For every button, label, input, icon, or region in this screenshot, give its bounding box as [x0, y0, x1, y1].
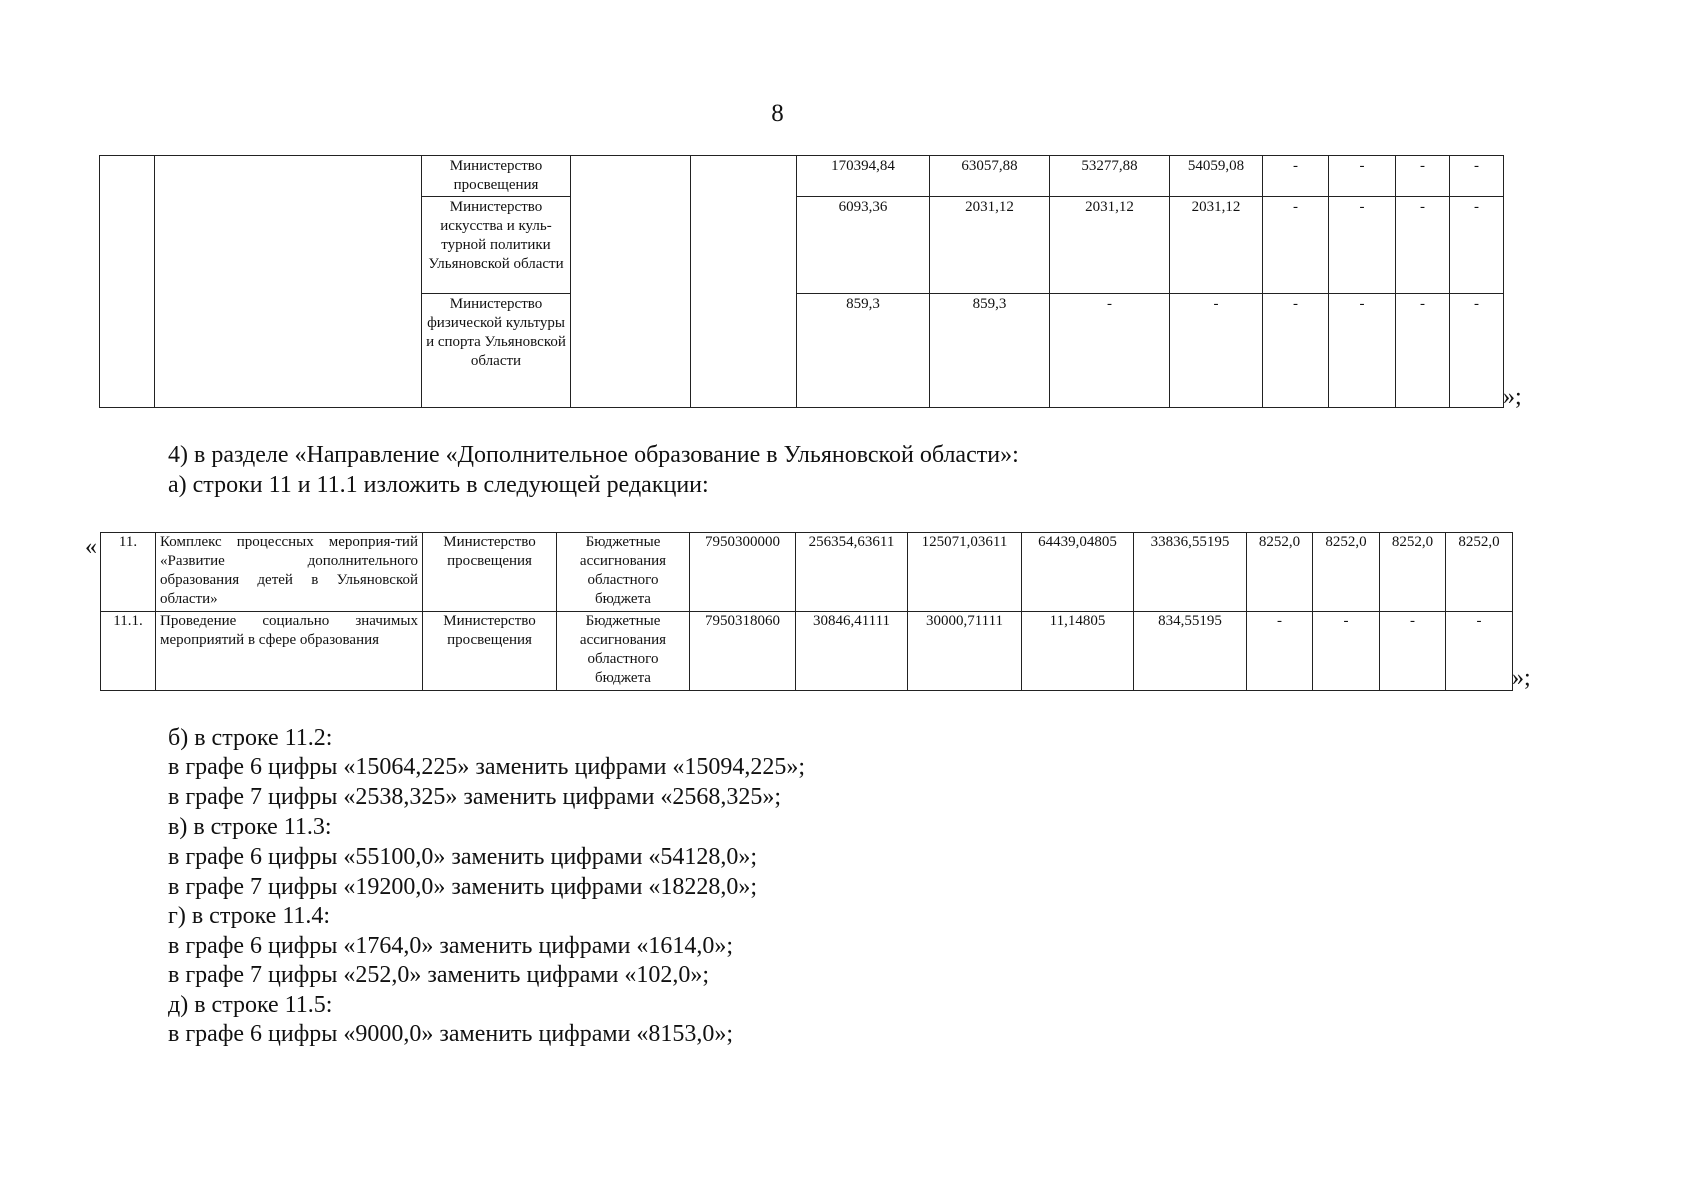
value-cell: -: [1446, 612, 1513, 691]
value-cell: 8252,0: [1446, 533, 1513, 612]
table-cell: [571, 156, 691, 408]
value-cell: 2031,12: [930, 197, 1050, 294]
source-cell: Бюджетные ассигнования областного бюджета: [557, 612, 690, 691]
closing-quote: »;: [1512, 665, 1531, 691]
value-cell: 63057,88: [930, 156, 1050, 197]
value-cell: -: [1329, 294, 1396, 408]
page-number: 8: [771, 100, 784, 127]
amendment-line: в графе 7 цифры «19200,0» заменить цифрами «18228,0»;: [168, 874, 758, 900]
table-cell: [155, 156, 422, 408]
value-cell: 8252,0: [1380, 533, 1446, 612]
program-name: Проведение социально значимых мероприятий в сфере образования: [156, 612, 423, 691]
value-cell: 125071,03611: [908, 533, 1022, 612]
opening-quote: «: [85, 534, 97, 560]
section-intro-line: 4) в разделе «Направление «Дополнительное образование в Ульяновской области»:: [168, 442, 1019, 468]
value-cell: -: [1050, 294, 1170, 408]
executor-cell: Министерство просвещения: [423, 612, 557, 691]
value-cell: 2031,12: [1170, 197, 1263, 294]
value-cell: -: [1450, 156, 1504, 197]
amendment-line: в графе 7 цифры «252,0» заменить цифрами «102,0»;: [168, 962, 710, 988]
row-number: 11.1.: [101, 612, 156, 691]
value-cell: -: [1263, 294, 1329, 408]
ministry-cell: Министерство искусства и куль-турной политики Ульяновской области: [422, 197, 571, 294]
value-cell: 834,55195: [1134, 612, 1247, 691]
value-cell: -: [1396, 294, 1450, 408]
amendment-line: в графе 6 цифры «55100,0» заменить цифрами «54128,0»;: [168, 844, 758, 870]
value-cell: -: [1450, 294, 1504, 408]
value-cell: 2031,12: [1050, 197, 1170, 294]
amendment-line: б) в строке 11.2:: [168, 725, 333, 751]
value-cell: -: [1396, 197, 1450, 294]
executor-cell: Министерство просвещения: [423, 533, 557, 612]
value-cell: 53277,88: [1050, 156, 1170, 197]
value-cell: -: [1313, 612, 1380, 691]
value-cell: 64439,04805: [1022, 533, 1134, 612]
program-name: Комплекс процессных мероприя-тий «Развитие дополнительного образования детей в Ульяновской области»: [156, 533, 423, 612]
value-cell: 170394,84: [797, 156, 930, 197]
table-row: [101, 533, 1513, 612]
value-cell: 30000,71111: [908, 612, 1022, 691]
budget-table-rows-11: [100, 532, 1513, 691]
amendment-line: в) в строке 11.3:: [168, 814, 332, 840]
row-number: 11.: [101, 533, 156, 612]
value-cell: -: [1263, 197, 1329, 294]
value-cell: 30846,41111: [796, 612, 908, 691]
value-cell: -: [1450, 197, 1504, 294]
value-cell: 256354,63611: [796, 533, 908, 612]
table-cell: [100, 156, 155, 408]
value-cell: -: [1380, 612, 1446, 691]
amendment-line: в графе 7 цифры «2538,325» заменить цифрами «2568,325»;: [168, 784, 782, 810]
closing-quote: »;: [1503, 384, 1522, 410]
amendment-line: г) в строке 11.4:: [168, 903, 331, 929]
code-cell: 7950300000: [690, 533, 796, 612]
value-cell: 859,3: [797, 294, 930, 408]
table-row: [101, 612, 1513, 691]
section-intro-line: а) строки 11 и 11.1 изложить в следующей редакции:: [168, 472, 709, 498]
ministry-cell: Министерство просвещения: [422, 156, 571, 197]
value-cell: 859,3: [930, 294, 1050, 408]
value-cell: 8252,0: [1313, 533, 1380, 612]
amendment-line: в графе 6 цифры «1764,0» заменить цифрами «1614,0»;: [168, 933, 734, 959]
value-cell: -: [1396, 156, 1450, 197]
table-row: [100, 156, 1504, 197]
value-cell: 11,14805: [1022, 612, 1134, 691]
table-cell: [691, 156, 797, 408]
code-cell: 7950318060: [690, 612, 796, 691]
value-cell: -: [1170, 294, 1263, 408]
value-cell: -: [1329, 156, 1396, 197]
value-cell: -: [1247, 612, 1313, 691]
ministry-cell: Министерство физической культуры и спорта Ульяновской области: [422, 294, 571, 408]
value-cell: 6093,36: [797, 197, 930, 294]
value-cell: 54059,08: [1170, 156, 1263, 197]
value-cell: -: [1329, 197, 1396, 294]
source-cell: Бюджетные ассигнования областного бюджета: [557, 533, 690, 612]
budget-table-continuation: [99, 155, 1504, 408]
value-cell: 8252,0: [1247, 533, 1313, 612]
amendment-line: д) в строке 11.5:: [168, 992, 333, 1018]
amendment-line: в графе 6 цифры «15064,225» заменить цифрами «15094,225»;: [168, 754, 806, 780]
value-cell: 33836,55195: [1134, 533, 1247, 612]
amendment-line: в графе 6 цифры «9000,0» заменить цифрами «8153,0»;: [168, 1021, 734, 1047]
value-cell: -: [1263, 156, 1329, 197]
